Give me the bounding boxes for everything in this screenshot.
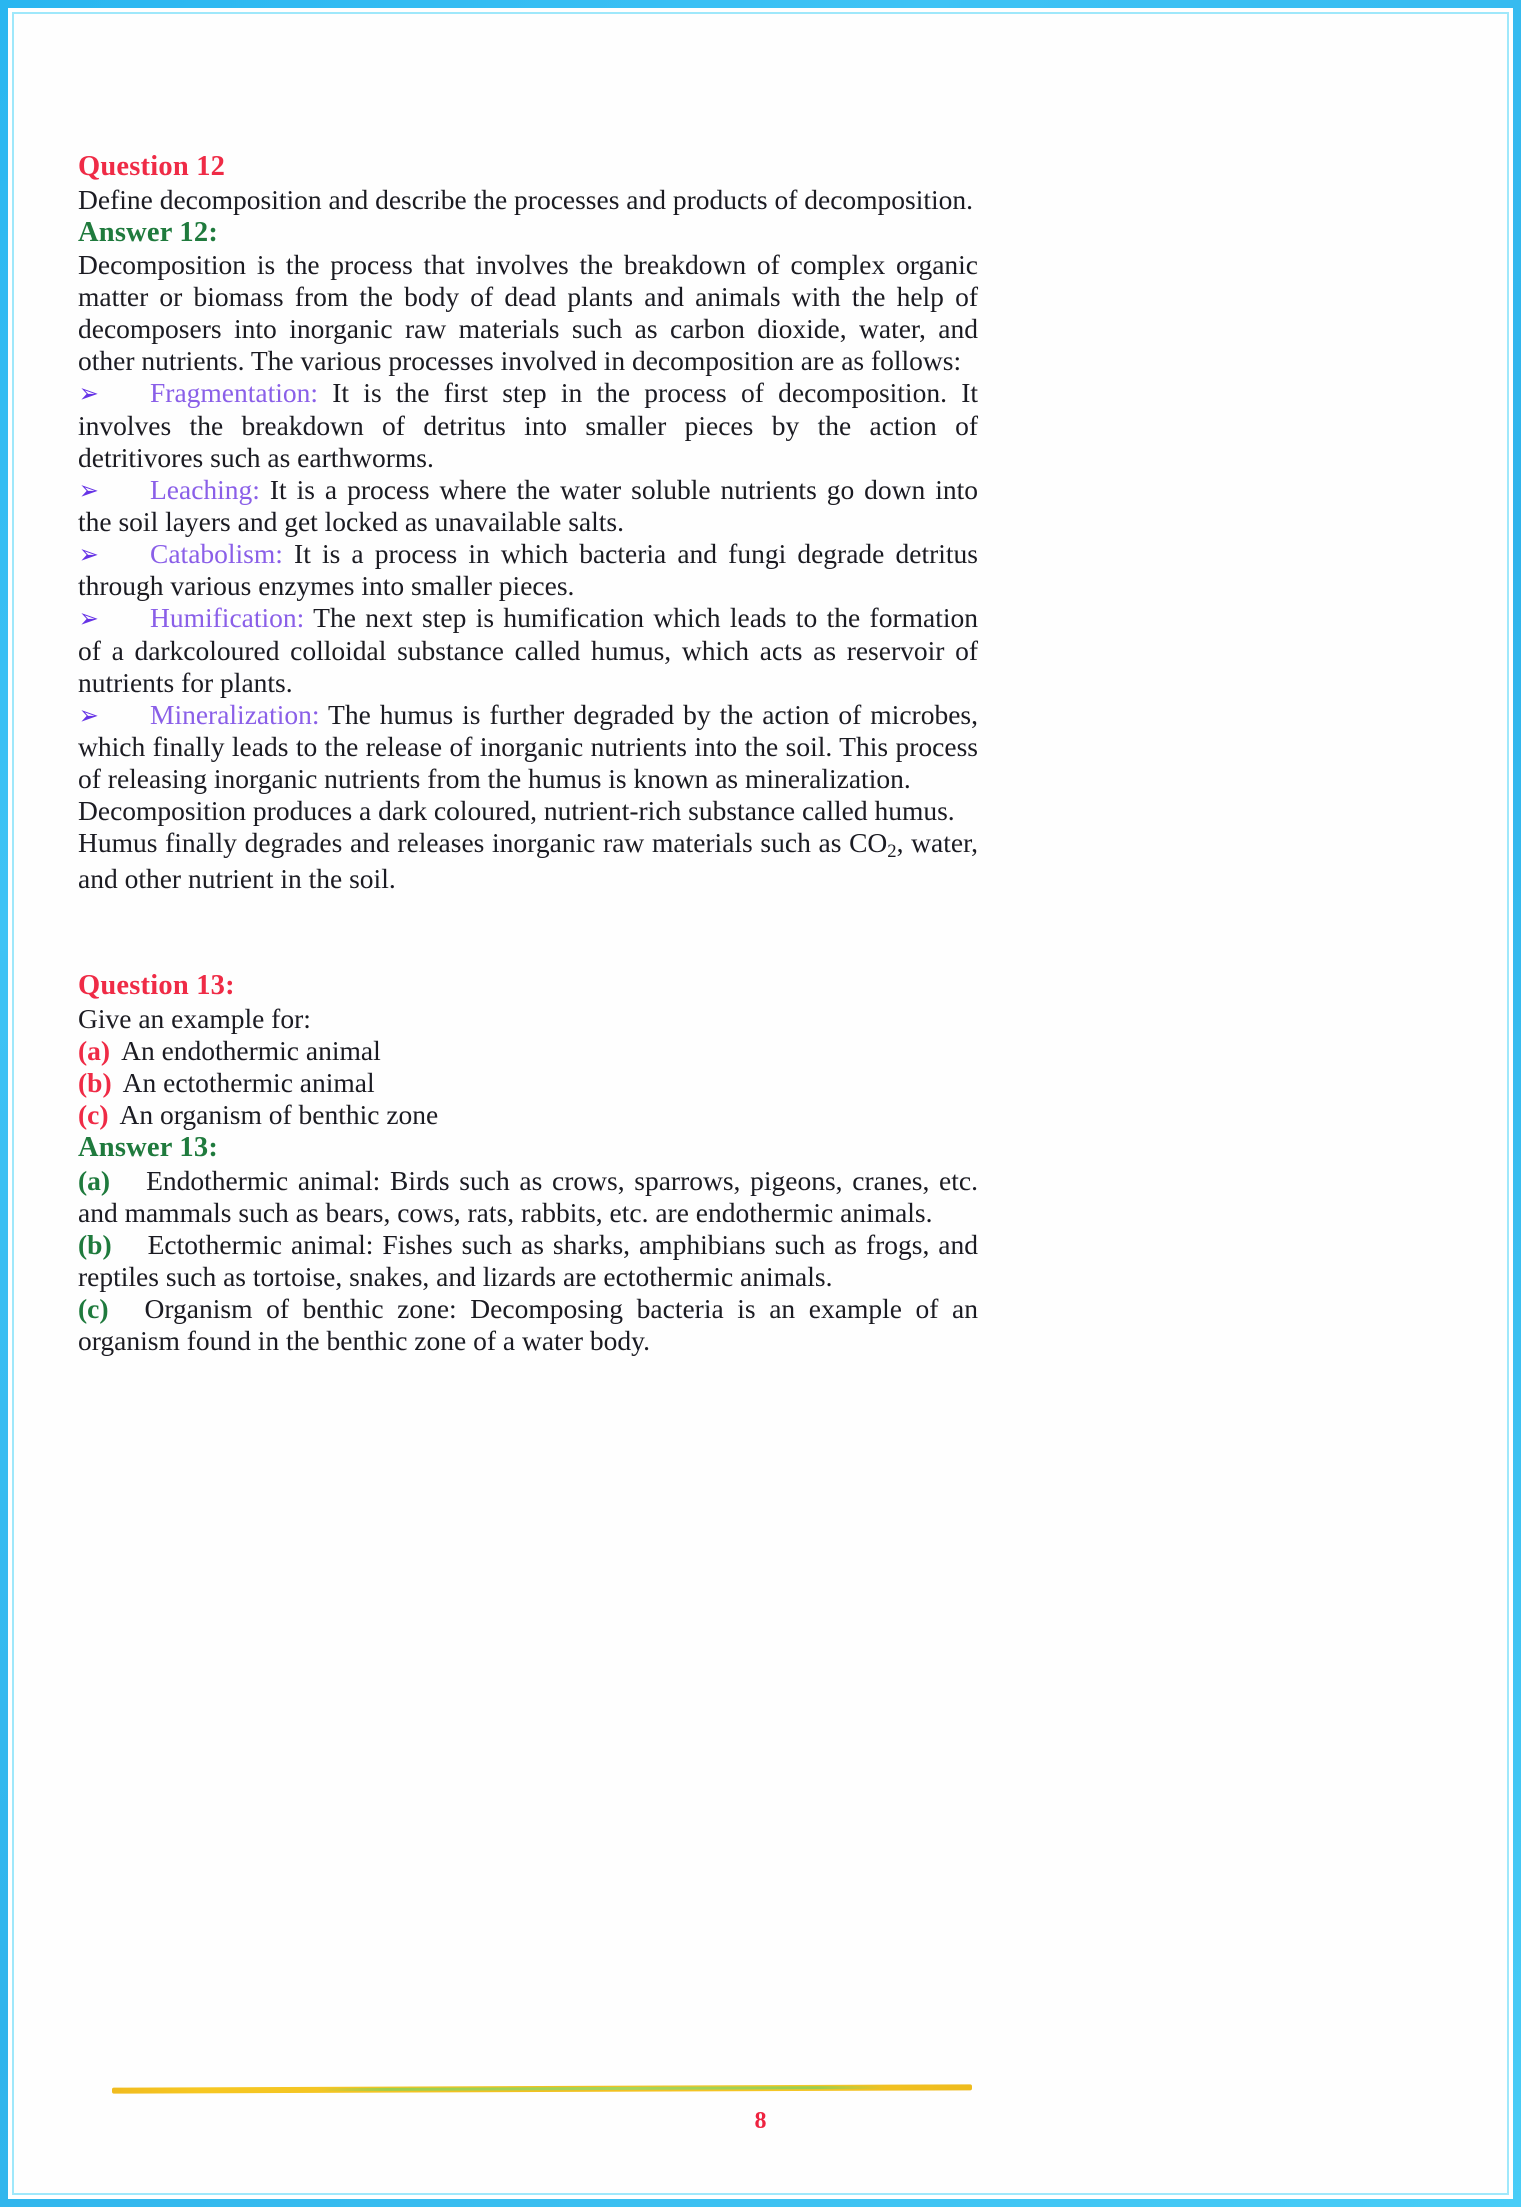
question-12-text: Define decomposition and describe the processes and products of decomposition. — [78, 183, 974, 215]
question-13-heading: Question 13: — [78, 970, 235, 1002]
process-keyword: Leaching: — [150, 473, 260, 505]
question-13-option-a — [78, 1035, 978, 1067]
option-text-a: An endothermic animal — [121, 1034, 381, 1066]
page-number: 8 — [754, 2108, 767, 2134]
question-13-option-b — [78, 1067, 978, 1099]
question-13-prompt: Give an example for: — [78, 1002, 311, 1034]
question-12-heading: Question 12 — [78, 151, 226, 182]
footer-divider — [112, 2084, 972, 2093]
process-description: The humus is further degraded by the action of microbes, which finally leads to the release of inorganic nutrients into the soil. This process of releasing inorganic nutrients from the humus is known as mineralization. — [78, 698, 978, 795]
answer-13-item-b — [78, 1229, 978, 1293]
document-content — [78, 150, 978, 1357]
answer-label-a: (a) — [78, 1164, 111, 1196]
process-bullet-humification — [78, 602, 978, 698]
option-text-c: An organism of benthic zone — [119, 1098, 439, 1130]
answer-label-b: (b) — [78, 1228, 112, 1260]
option-label-a: (a) — [78, 1034, 111, 1066]
option-text-b: An ectothermic animal — [122, 1066, 375, 1098]
closing-before-formula: Humus finally degrades and releases inorganic raw materials such as CO — [78, 827, 888, 859]
process-bullet-leaching — [78, 474, 978, 538]
process-keyword: Humification: — [150, 602, 305, 634]
closing-after-formula: , water, and other nutrient in the soil. — [78, 827, 979, 895]
answer-text-a: Endothermic animal: Birds such as crows, sparrows, pigeons, cranes, etc. and mammals such as bears, cows, rats, rabbits, etc. are endothermic animals. — [78, 1164, 978, 1228]
answer-13-item-a — [78, 1165, 978, 1229]
answer-label-c: (c) — [78, 1292, 109, 1324]
arrow-bullet-icon: ➢ — [78, 475, 99, 506]
question-13-option-c — [78, 1099, 978, 1131]
answer-12-closing-line-1: Decomposition produces a dark coloured, nutrient-rich substance called humus. — [78, 795, 955, 827]
arrow-bullet-icon: ➢ — [78, 700, 99, 731]
process-keyword: Catabolism: — [150, 538, 283, 570]
process-description: It is the first step in the process of decomposition. It involves the breakdown of detritus into smaller pieces by the action of detritivores such as earthworms. — [78, 377, 978, 473]
answer-13-item-c — [78, 1293, 978, 1357]
arrow-bullet-icon: ➢ — [78, 604, 99, 635]
answer-text-b: Ectothermic animal: Fishes such as sharks, amphibians such as frogs, and reptiles such as tortoise, snakes, and lizards are ectothermic animals. — [78, 1228, 978, 1292]
answer-text-c: Organism of benthic zone: Decomposing bacteria is an example of an organism found in the benthic zone of a water body. — [78, 1292, 978, 1356]
section-spacer — [78, 895, 978, 969]
process-description: The next step is humification which leads to the formation of a darkcoloured colloidal substance called humus, which acts as reservoir of nutrients for plants. — [78, 602, 978, 698]
arrow-bullet-icon: ➢ — [78, 379, 99, 410]
co2-subscript: 2 — [887, 841, 897, 863]
option-label-b: (b) — [78, 1066, 112, 1098]
answer-12-intro: Decomposition is the process that involves the breakdown of complex organic matter or biomass from the body of dead plants and animals with the help of decomposers into inorganic raw materials such as carbon dioxide, water, and other nutrients. The various processes involved in decomposition are as follows: — [78, 249, 978, 377]
option-label-c: (c) — [78, 1098, 109, 1130]
process-keyword: Fragmentation: — [150, 377, 319, 409]
process-bullet-catabolism — [78, 538, 978, 602]
process-description: It is a process where the water soluble nutrients go down into the soil layers and get locked as unavailable salts. — [78, 473, 978, 538]
process-description: It is a process in which bacteria and fungi degrade detritus through various enzymes into smaller pieces. — [78, 538, 978, 602]
answer-12-closing-line-2 — [78, 827, 978, 895]
process-keyword: Mineralization: — [150, 698, 320, 730]
process-bullet-mineralization — [78, 699, 978, 795]
process-bullet-fragmentation — [78, 377, 978, 473]
answer-13-heading: Answer 13: — [78, 1131, 219, 1163]
arrow-bullet-icon: ➢ — [78, 540, 99, 571]
answer-12-heading: Answer 12: — [78, 216, 219, 248]
